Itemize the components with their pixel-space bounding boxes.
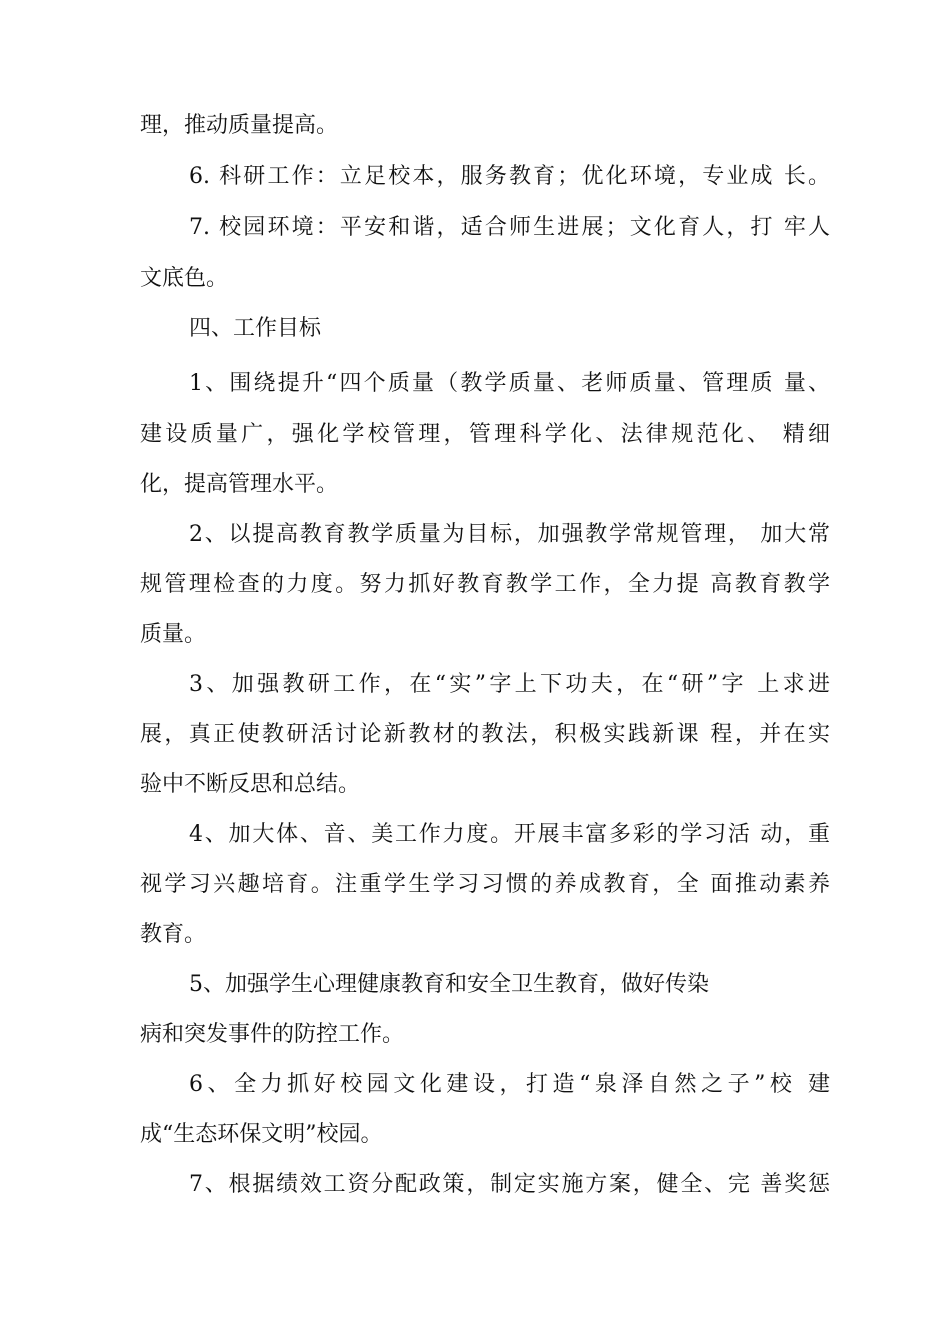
text-line: 7、根据绩效工资分配政策，制定实施方案，健全、完 善奖惩 — [189, 1172, 830, 1197]
text-line: 4、加大体、音、美工作力度。开展丰富多彩的学习活 动，重 — [189, 822, 830, 847]
text-line: 6. 科研工作：立足校本，服务教育；优化环境，专业成 长。 — [189, 164, 830, 189]
text-line: 5、加强学生心理健康教育和安全卫生教育，做好传染 — [189, 972, 709, 997]
text-line: 文底色。 — [140, 266, 229, 291]
text-line: 建设质量广，强化学校管理，管理科学化、法律规范化、 精细 — [140, 422, 830, 447]
text-line: 质量。 — [140, 622, 207, 647]
text-line: 3、加强教研工作，在“实”字上下功夫，在“研”字 上求进 — [189, 672, 830, 697]
text-line: 病和突发事件的防控工作。 — [140, 1022, 405, 1047]
text-line: 验中不断反思和总结。 — [140, 772, 361, 797]
text-line: 教育。 — [140, 922, 207, 947]
text-line: 7. 校园环境：平安和谐，适合师生进展；文化育人，打 牢人 — [189, 215, 830, 240]
text-line: 1、围绕提升“四个质量（教学质量、老师质量、管理质 量、 — [189, 371, 830, 396]
text-line: 6、全力抓好校园文化建设，打造“泉泽自然之子”校 建 — [189, 1072, 830, 1097]
text-line: 化，提高管理水平。 — [140, 472, 339, 497]
text-line: 规管理检查的力度。努力抓好教育教学工作，全力提 高教育教学 — [140, 572, 830, 597]
text-line: 2、以提高教育教学质量为目标，加强教学常规管理， 加大常 — [189, 522, 830, 547]
text-line: 视学习兴趣培育。注重学生学习习惯的养成教育，全 面推动素养 — [140, 872, 830, 897]
text-line: 成“生态环保文明”校园。 — [140, 1122, 383, 1147]
text-line: 理，推动质量提高。 — [140, 113, 339, 138]
text-line: 展，真正使教研活讨论新教材的教法，积极实践新课 程，并在实 — [140, 722, 830, 747]
section-heading: 四、工作目标 — [189, 316, 322, 341]
